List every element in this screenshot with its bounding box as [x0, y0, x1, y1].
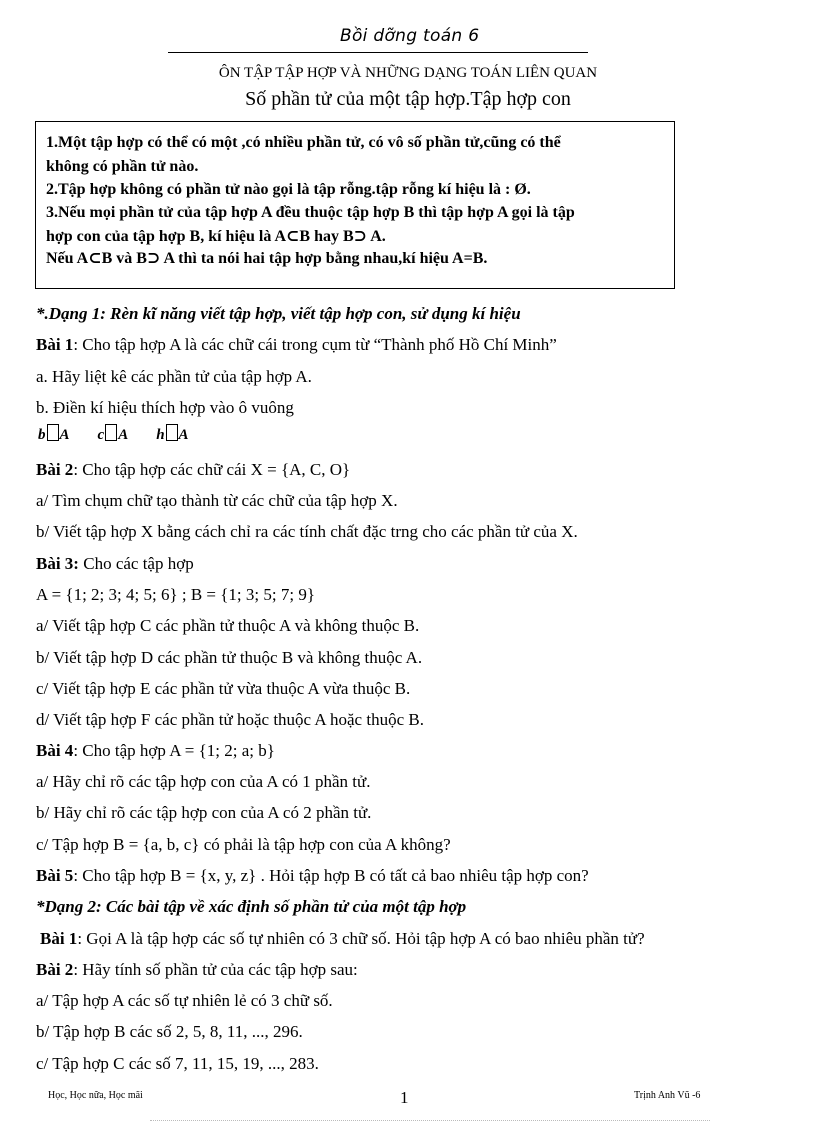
symbol-set: A	[118, 427, 129, 443]
exercise-item: b/ Hãy chỉ rõ các tập hợp con của A có 2 phần tử.	[36, 803, 372, 822]
theory-box	[35, 121, 675, 289]
exercise-item: a. Hãy liệt kê các phần tử của tập hợp A.	[36, 367, 312, 386]
exercise-item: a/ Hãy chỉ rõ các tập hợp con của A có 1 phần tử.	[36, 772, 371, 791]
exercise-text: Cho các tập hợp	[78, 554, 194, 573]
exercise-5	[36, 866, 589, 886]
exercise-item: a/ Tìm chụm chữ tạo thành từ các chữ của tập hợp X.	[36, 491, 398, 510]
exercise-d2-2	[36, 960, 358, 980]
exercise-item: c/ Tập hợp B = {a, b, c} có phải là tập hợp con của A không?	[36, 835, 451, 854]
exercise-d2-1	[40, 929, 645, 949]
exercise-text: : Cho tập hợp A là các chữ cái trong cụm từ “Thành phố Hồ Chí Minh”	[73, 335, 557, 354]
exercise-text: : Cho tập hợp A = {1; 2; a; b}	[73, 741, 275, 760]
page-number: 1	[400, 1088, 409, 1107]
exercise-label: Bài 2	[36, 460, 74, 479]
exercise-item: c/ Viết tập hợp E các phần tử vừa thuộc A vừa thuộc B.	[36, 679, 411, 698]
answer-box[interactable]	[166, 424, 178, 441]
symbol-element: b	[38, 427, 46, 443]
dang2-heading: *Dạng 2: Các bài tập về xác định số phần tử của một tập hợp	[36, 897, 467, 916]
dang1-heading: *.Dạng 1: Rèn kĩ năng viết tập hợp, viết tập hợp con, sử dụng kí hiệu	[36, 304, 521, 323]
exercise-label: Bài 1	[40, 929, 78, 948]
symbol-row	[38, 424, 189, 444]
document-title: ÔN TẬP TẬP HỢP VÀ NHỮNG DẠNG TOÁN LIÊN QUAN	[218, 65, 598, 81]
exercise-label: Bài 5	[36, 866, 74, 885]
footer-right: Trịnh Anh Vũ -6	[634, 1090, 701, 1101]
exercise-item: c/ Tập hợp C các số 7, 11, 15, 19, ..., 283.	[36, 1054, 319, 1073]
exercise-item: b/ Viết tập hợp D các phần tử thuộc B và không thuộc A.	[36, 648, 423, 667]
exercise-text: : Cho tập hợp các chữ cái X = {A, C, O}	[73, 460, 351, 479]
footer-left: Học, Học nữa, Học mãi	[48, 1090, 143, 1101]
exercise-1	[36, 335, 557, 355]
theory-line: Nếu A⊂B và B⊃ A thì ta nói hai tập hợp bằng nhau,kí hiệu A=B.	[46, 250, 488, 267]
footer-rule	[150, 1120, 710, 1121]
exercise-item: b/ Tập hợp B các số 2, 5, 8, 11, ..., 296.	[36, 1022, 303, 1041]
exercise-4	[36, 741, 275, 761]
exercise-text: : Hãy tính số phần tử của các tập hợp sau:	[73, 960, 358, 979]
exercise-item: b. Điền kí hiệu thích hợp vào ô vuông	[36, 398, 294, 417]
exercise-item: d/ Viết tập hợp F các phần tử hoặc thuộc A hoặc thuộc B.	[36, 710, 424, 729]
theory-line: không có phần tử nào.	[46, 158, 199, 175]
answer-box[interactable]	[47, 424, 59, 441]
symbol-element: c	[97, 427, 105, 443]
theory-line: 1.Một tập hợp có thể có một ,có nhiều phần tử, có vô số phần tử,cũng có thể	[46, 134, 561, 151]
exercise-label: Bài 3:	[36, 554, 79, 573]
exercise-item: a/ Tập hợp A các số tự nhiên lẻ có 3 chữ số.	[36, 991, 333, 1010]
exercise-3	[36, 554, 194, 574]
exercise-text: : Cho tập hợp B = {x, y, z} . Hỏi tập hợp B có tất cả bao nhiêu tập hợp con?	[73, 866, 589, 885]
exercise-label: Bài 1	[36, 335, 74, 354]
exercise-label: Bài 2	[36, 960, 74, 979]
symbol-set: A	[178, 427, 189, 443]
exercise-2	[36, 460, 350, 480]
exercise-item: A = {1; 2; 3; 4; 5; 6} ; B = {1; 3; 5; 7; 9}	[36, 585, 315, 604]
exercise-item: a/ Viết tập hợp C các phần tử thuộc A và không thuộc B.	[36, 616, 420, 635]
exercise-label: Bài 4	[36, 741, 74, 760]
page-header: Bồi dỡng toán 6	[340, 26, 480, 46]
symbol-element: h	[156, 427, 165, 443]
symbol-set: A	[59, 427, 70, 443]
answer-box[interactable]	[105, 424, 117, 441]
theory-line: hợp con của tập hợp B, kí hiệu là A⊂B hay B⊃ A.	[46, 228, 386, 245]
document-subtitle: Số phần tử của một tập hợp.Tập hợp con	[245, 88, 571, 110]
theory-line: 2.Tập hợp không có phần tử nào gọi là tập rỗng.tập rỗng kí hiệu là : Ø.	[46, 181, 531, 198]
theory-line: 3.Nếu mọi phần tử của tập hợp A đều thuộc tập hợp B thì tập hợp A gọi là tập	[46, 204, 575, 221]
exercise-text: : Gọi A là tập hợp các số tự nhiên có 3 chữ số. Hỏi tập hợp A có bao nhiêu phần tử?	[77, 929, 645, 948]
exercise-item: b/ Viết tập hợp X bằng cách chỉ ra các tính chất đặc trng cho các phần tử của X.	[36, 522, 578, 541]
header-rule	[168, 52, 588, 53]
